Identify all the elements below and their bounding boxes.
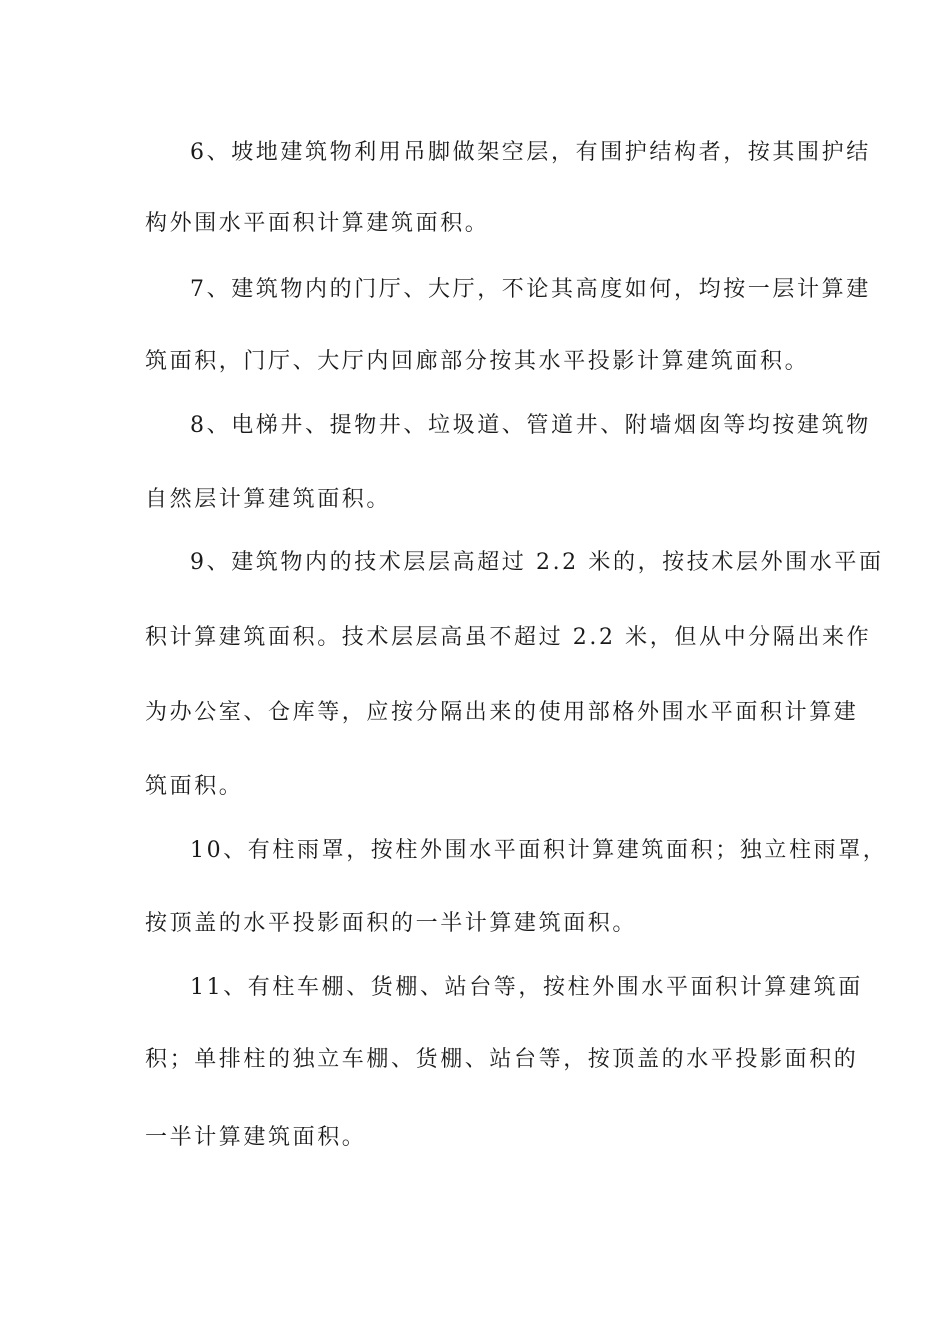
paragraph-7-line-2: 筑面积，门厅、大厅内回廊部分按其水平投影计算建筑面积。 (145, 349, 810, 374)
paragraph-11-line-1: 11、有柱车棚、货棚、站台等，按柱外围水平面积计算建筑面 (190, 975, 863, 1000)
paragraph-9-line-3: 为办公室、仓库等，应按分隔出来的使用部格外围水平面积计算建 (145, 700, 859, 725)
paragraph-7-line-1: 7、建筑物内的门厅、大厅，不论其高度如何，均按一层计算建 (190, 277, 871, 302)
paragraph-8-line-1: 8、电梯井、提物井、垃圾道、管道井、附墙烟囱等均按建筑物 (190, 413, 871, 438)
paragraph-11-line-2: 积；单排柱的独立车棚、货棚、站台等，按顶盖的水平投影面积的 (145, 1047, 859, 1072)
paragraph-6-line-1: 6、坡地建筑物利用吊脚做架空层，有围护结构者，按其围护结 (190, 140, 871, 165)
paragraph-9-line-4: 筑面积。 (145, 774, 244, 799)
paragraph-9-line-2: 积计算建筑面积。技术层层高虽不超过 2.2 米，但从中分隔出来作 (145, 625, 872, 650)
paragraph-11-line-3: 一半计算建筑面积。 (145, 1125, 367, 1150)
paragraph-6-line-2: 构外围水平面积计算建筑面积。 (145, 211, 490, 236)
paragraph-9-line-1: 9、建筑物内的技术层层高超过 2.2 米的，按技术层外围水平面 (190, 550, 884, 575)
paragraph-10-line-2: 按顶盖的水平投影面积的一半计算建筑面积。 (145, 911, 638, 936)
paragraph-8-line-2: 自然层计算建筑面积。 (145, 487, 392, 512)
paragraph-10-line-1: 10、有柱雨罩，按柱外围水平面积计算建筑面积；独立柱雨罩， (190, 838, 888, 863)
